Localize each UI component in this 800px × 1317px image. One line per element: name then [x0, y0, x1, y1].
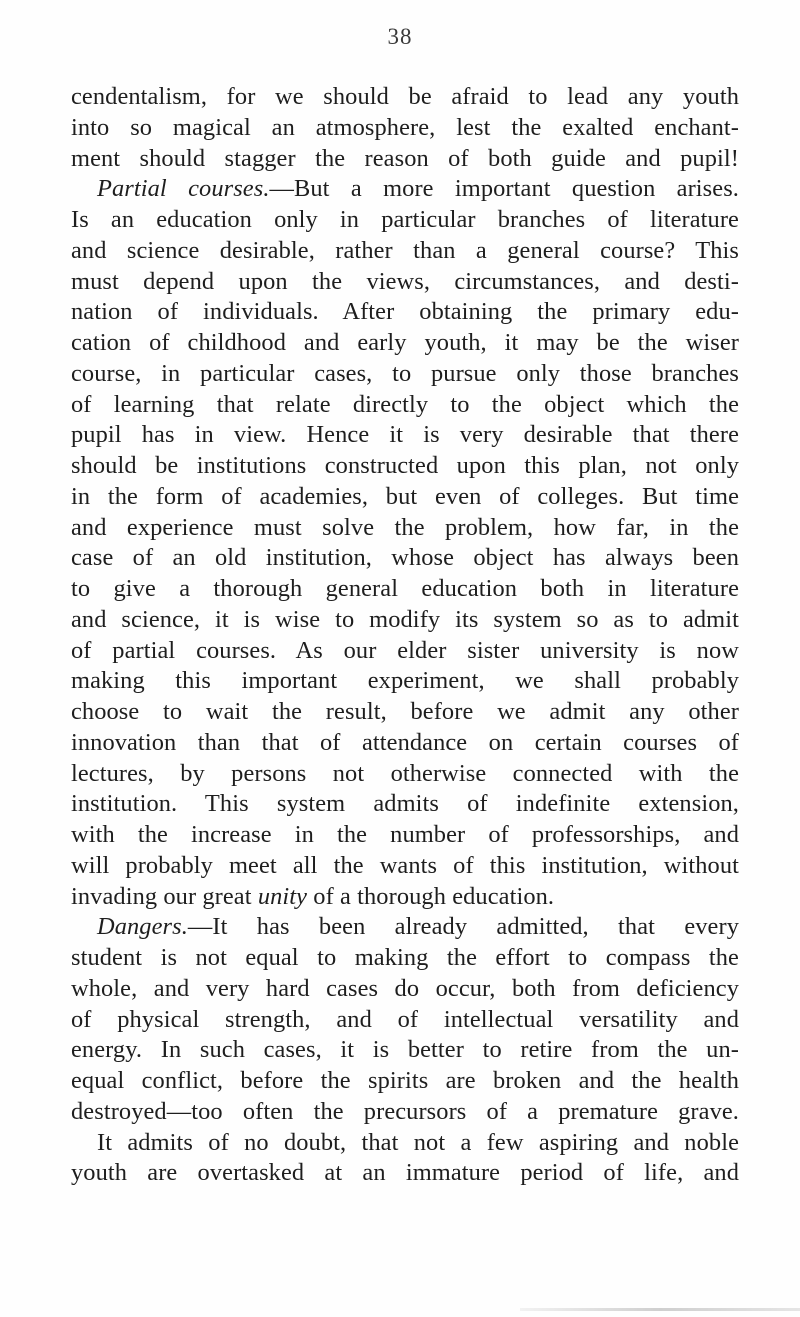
text-line-9: cation of childhood and early youth, it may be the wiser: [71, 329, 739, 356]
body-text: [71, 82, 739, 1189]
text-line-14: in the form of academies, but even of colleges. But time: [71, 482, 739, 510]
text-line-10: course, in particular cases, to pursue only those branches: [71, 359, 739, 387]
text-line-25: with the increase in the number of professorships, and: [71, 821, 739, 848]
text-line-16: case of an old institution, whose object has always been: [71, 544, 739, 572]
text-line-35: It admits of no doubt, that not a few aspiring and noble: [97, 1128, 739, 1156]
page-number: 38: [387, 24, 413, 49]
text-line-7: must depend upon the views, circumstances, and desti-: [71, 267, 739, 295]
text-line-5: Is an education only in particular branches of literature: [71, 206, 739, 233]
text-line-4-body: —But a more important question arises.: [269, 175, 739, 203]
text-line-12: pupil has in view. Hence it is very desirable that there: [71, 421, 739, 449]
text-line-17: to give a thorough general education both in literature: [71, 575, 739, 602]
text-line-1: cendentalism, for we should be afraid to lead any youth: [71, 83, 739, 110]
text-line-21: choose to wait the result, before we admit any other: [71, 698, 739, 725]
text-line-23: lectures, by persons not otherwise connected with the: [71, 759, 739, 787]
text-line-11: of learning that relate directly to the object which the: [71, 390, 739, 418]
emphasis-unity: unity: [257, 882, 308, 910]
text-line-15: and experience must solve the problem, how far, in the: [71, 513, 739, 541]
text-line-32: energy. In such cases, it is better to retire from the un-: [71, 1036, 739, 1064]
section-heading-partial-courses: Partial courses.: [97, 175, 270, 203]
text-line-27-start: invading our great: [71, 882, 258, 910]
text-line-22: innovation than that of attendance on certain courses of: [71, 728, 739, 756]
text-line-28-body: —It has been already admitted, that every: [187, 913, 739, 941]
text-line-29: student is not equal to making the effort to compass the: [71, 944, 739, 971]
text-line-33: equal conflict, before the spirits are broken and the health: [71, 1067, 739, 1094]
text-line-18: and science, it is wise to modify its system so as to admit: [71, 605, 739, 633]
text-line-4: [71, 174, 739, 205]
text-line-27-end: of a thorough education.: [307, 882, 555, 910]
text-line-30: whole, and very hard cases do occur, both from deficiency: [71, 974, 739, 1002]
text-line-24: institution. This system admits of indefinite extension,: [71, 790, 739, 818]
text-line-8: nation of individuals. After obtaining the primary edu-: [71, 298, 739, 326]
page-edge-shadow: [520, 1308, 800, 1311]
text-line-26: will probably meet all the wants of this institution, without: [71, 851, 739, 879]
text-line-36: youth are overtasked at an immature period of life, and: [71, 1159, 739, 1187]
text-line-28: [71, 912, 739, 943]
text-line-3: ment should stagger the reason of both guide and pupil!: [71, 144, 739, 172]
text-line-31: of physical strength, and of intellectual versatility and: [71, 1005, 739, 1033]
text-line-27: [71, 882, 739, 913]
text-line-20: making this important experiment, we shall probably: [71, 667, 739, 695]
text-line-2: into so magical an atmosphere, lest the exalted enchant-: [71, 113, 739, 141]
text-line-34: destroyed—too often the precursors of a premature grave.: [71, 1097, 739, 1125]
text-line-13: should be institutions constructed upon this plan, not only: [71, 452, 739, 479]
text-line-19: of partial courses. As our elder sister university is now: [71, 636, 739, 664]
text-line-6: and science desirable, rather than a general course? This: [71, 236, 739, 264]
section-heading-dangers: Dangers.: [97, 913, 188, 941]
